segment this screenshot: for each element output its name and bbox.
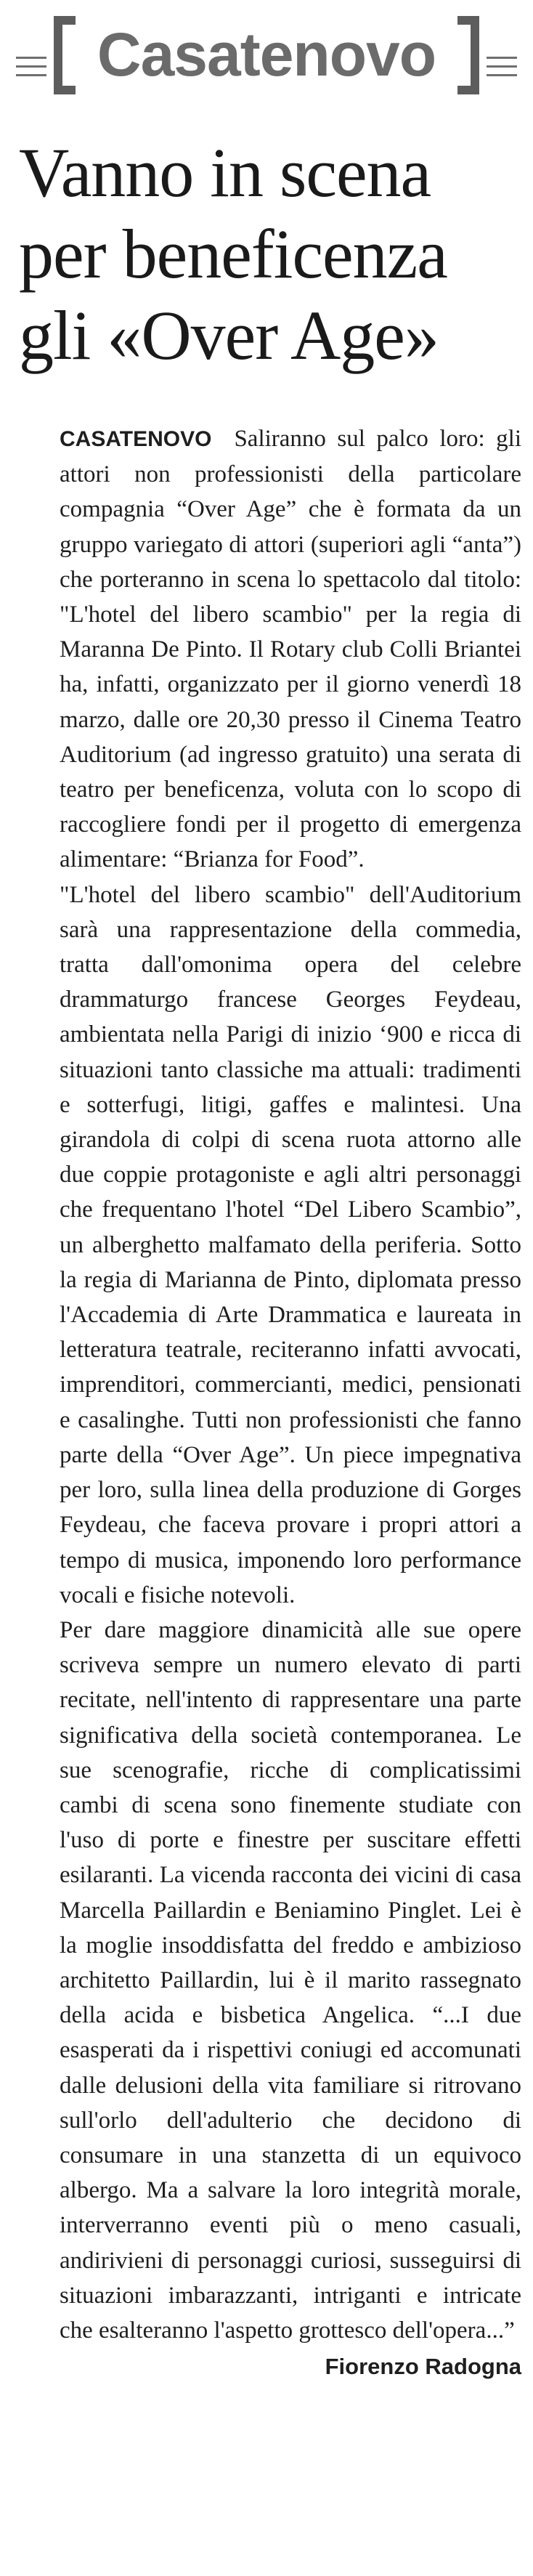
section-header	[16, 13, 517, 100]
headline	[19, 132, 520, 376]
bracket-right	[457, 16, 479, 94]
header-rules-right	[487, 57, 517, 83]
article-paragraph: "L'hotel del libero scambio" dell'Auditorium sarà una rappresentazione della commedia, tratta dall'omonima opera del celebre drammaturgo francese Georges Feydeau, ambientata nella Parigi di inizio ‘900 e ricca di situazioni tanto classiche ma attuali: tradimenti e sotterfugi, litigi, gaffes e malintesi. Una girandola di colpi di scena ruota attorno alle due coppie protagoniste e agli altri personaggi che frequentano l'hotel “Del Libero Scambio”, un alberghetto malfamato della periferia. Sotto la regia di Marianna de Pinto, diplomata presso l'Accademia di Arte Drammatica e laureata in letteratura teatrale, reciteranno infatti avvocati, imprenditori, commercianti, medici, pensionati e casalinghe. Tutti non professionisti che fanno parte della “Over Age”. Un piece impegnativa per loro, sulla linea della produzione di Gorges Feydeau, che faceva provare i propri attori a tempo di musica, imponendo loro performance vocali e fisiche notevoli.	[60, 881, 521, 1608]
article-paragraph	[60, 421, 521, 878]
headline-line: per beneficenza	[19, 215, 447, 293]
bracket-left	[54, 16, 76, 94]
article-paragraph: Per dare maggiore dinamicità alle sue opere scriveva sempre un numero elevato di parti recitate, nell'intento di rappresentare una parte significativa della società contemporanea. Le sue scenografie, ricche di complicatissimi cambi di scena sono finemente studiate con l'uso di porte e finestre per suscitare effetti esilaranti. La vicenda racconta dei vicini di casa Marcella Paillardin e Beniamino Pinglet. Lei è la moglie insoddisfatta del freddo e ambizioso architetto Paillardin, lui è il marito rassegnato della acida e bisbetica Angelica. “...I due esasperati da i rispettivi coniugi ed accomunati dalle delusioni della vita familiare si ritrovano sull'orlo dell'adulterio che decidono di consumare in una stanzetta di un equivoco albergo. Ma a salvare la loro integrità morale, interverranno eventi più o meno casuali, andirivieni di personaggi curiosi, susseguirsi di situazioni imbarazzanti, intriganti e intricate che esalteranno l'aspetto grottesco dell'opera...”	[60, 1616, 521, 2344]
dateline: CASATENOVO	[60, 427, 212, 451]
author-signature: Fiorenzo Radogna	[325, 2354, 521, 2380]
header-rules-left	[16, 57, 46, 83]
article-body	[60, 421, 521, 2384]
paragraph-text: Saliranno sul palco loro: gli attori non professionisti della particolare compagnia “Over Age” che è formata da un gruppo variegato di attori (superiori agli “anta”) che porteranno in scena lo spettacolo dal titolo: "L'hotel del libero scambio" per la regia di Maranna De Pinto. Il Rotary club Colli Briantei ha, infatti, organizzato per il giorno venerdì 18 marzo, dalle ore 20,30 presso il Cinema Teatro Auditorium (ad ingresso gratuito) una serata di teatro per beneficenza, voluta con lo scopo di raccogliere fondi per il progetto di emergenza alimentare: “Brianza for Food”.	[60, 426, 522, 873]
headline-line: Vanno in scena	[19, 134, 431, 211]
section-title: Casatenovo	[97, 20, 436, 89]
headline-line: gli «Over Age»	[19, 296, 439, 374]
